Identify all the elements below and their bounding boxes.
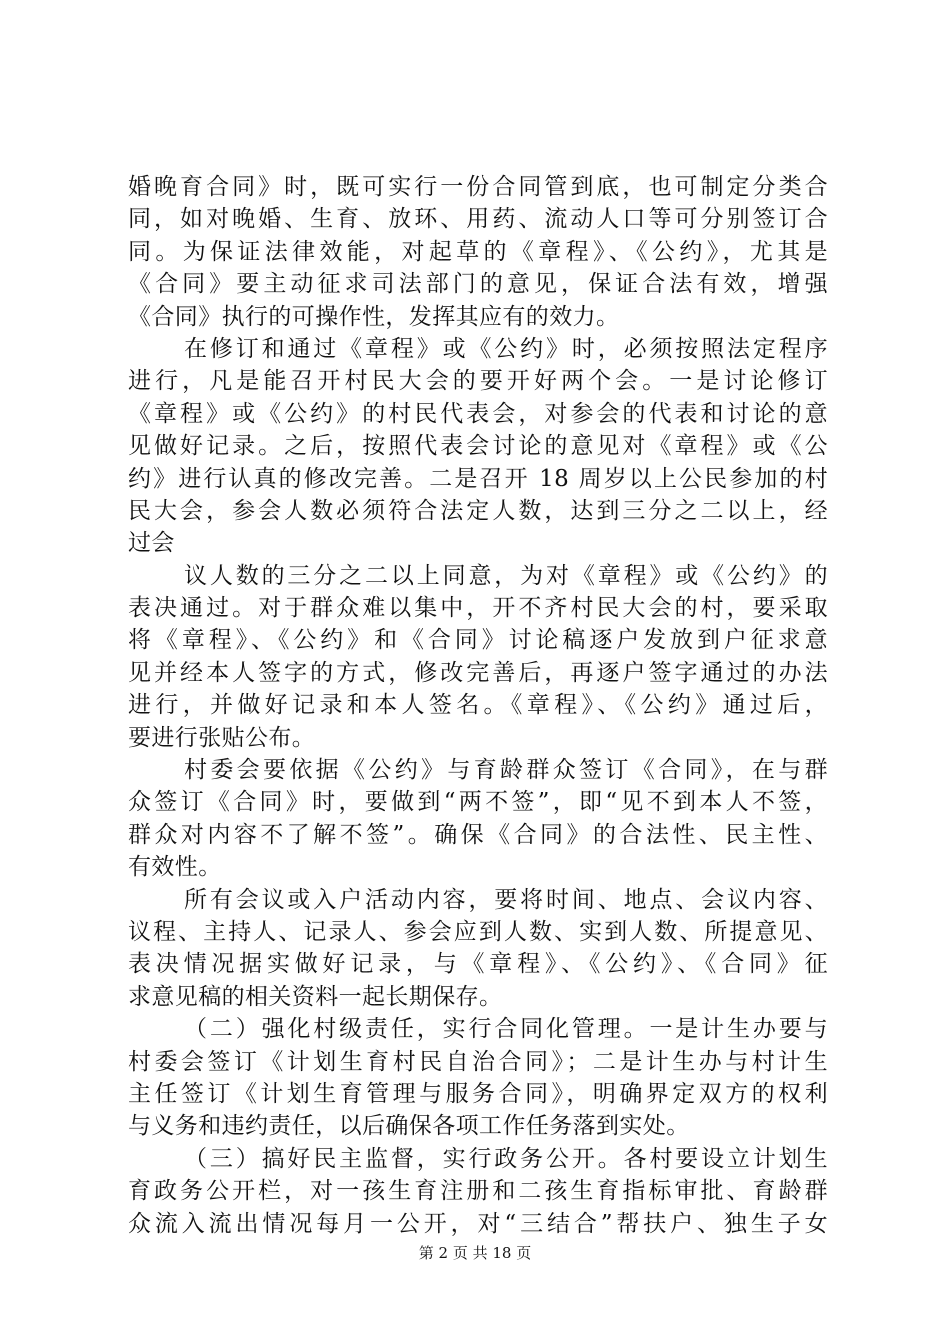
text-line: 过会 (128, 530, 175, 557)
text-line: 进行，凡是能召开村民大会的要开好两个会。一是讨论修订 (128, 368, 828, 395)
paragraph-7 (128, 1143, 828, 1240)
text-line: 要进行张贴公布。 (128, 724, 316, 751)
text-line: 表决通过。对于群众难以集中，开不齐村民大会的村，要采取 (128, 595, 828, 622)
paragraph-5 (128, 884, 828, 1014)
text-line: 同，如对晚婚、生育、放环、用药、流动人口等可分别签订合 (128, 206, 828, 233)
paragraph-1 (128, 171, 828, 333)
page-number: 第 2 页 共 18 页 (418, 1244, 532, 1262)
text-line: 所有会议或入户活动内容，要将时间、地点、会议内容、 (184, 886, 828, 913)
text-line: （二）强化村级责任，实行合同化管理。一是计生办要与 (184, 1016, 828, 1043)
text-line: 约》进行认真的修改完善。二是召开 18 周岁以上公民参加的村 (128, 465, 828, 492)
text-line: 《合同》要主动征求司法部门的意见，保证合法有效，增强 (128, 271, 828, 298)
text-line: 议程、主持人、记录人、参会应到人数、实到人数、所提意见、 (128, 918, 828, 945)
paragraph-6 (128, 1013, 828, 1143)
text-line: 见并经本人签字的方式，修改完善后，再逐户签字通过的办法 (128, 659, 828, 686)
text-line: 表决情况据实做好记录，与《章程》、《公约》、《合同》征 (128, 951, 828, 978)
paragraph-4 (128, 754, 828, 884)
text-line: 《章程》或《公约》的村民代表会，对参会的代表和讨论的意 (128, 400, 828, 427)
text-line: 众流入流出情况每月一公开，对“三结合”帮扶户、独生子女 (128, 1210, 828, 1237)
text-line: 村委会签订《计划生育村民自治合同》；二是计生办与村计生 (128, 1048, 828, 1075)
text-line: 村委会要依据《公约》与育龄群众签订《合同》，在与群 (184, 757, 828, 784)
page-footer (0, 1243, 950, 1263)
text-line: 众签订《合同》时，要做到“两不签”，即“见不到本人不签， (128, 789, 828, 816)
text-line: 婚晚育合同》时，既可实行一份合同管到底，也可制定分类合 (128, 174, 828, 200)
text-line: 《合同》执行的可操作性，发挥其应有的效力。 (128, 303, 620, 330)
text-line: 求意见稿的相关资料一起长期保存。 (128, 983, 503, 1010)
text-line: 与义务和违约责任，以后确保各项工作任务落到实处。 (128, 1113, 690, 1140)
text-line: 群众对内容不了解不签”。确保《合同》的合法性、民主性、 (128, 821, 828, 848)
text-line: 见做好记录。之后，按照代表会讨论的意见对《章程》或《公 (128, 433, 828, 460)
text-line: 在修订和通过《章程》或《公约》时，必须按照法定程序 (184, 335, 828, 362)
paragraph-2 (128, 333, 828, 560)
paragraph-3 (128, 560, 828, 754)
text-line: 育政务公开栏，对一孩生育注册和二孩生育指标审批、育龄群 (128, 1178, 828, 1205)
document-body (128, 171, 828, 1240)
text-line: 民大会，参会人数必须符合法定人数，达到三分之二以上，经 (128, 497, 828, 524)
text-line: 主任签订《计划生育管理与服务合同》，明确界定双方的权利 (128, 1080, 828, 1107)
text-line: （三）搞好民主监督，实行政务公开。各村要设立计划生 (184, 1145, 828, 1172)
text-line: 进行，并做好记录和本人签名。《章程》、《公约》通过后， (128, 692, 828, 719)
text-line: 将《章程》、《公约》和《合同》讨论稿逐户发放到户征求意 (128, 627, 828, 654)
text-line: 议人数的三分之二以上同意，为对《章程》或《公约》的 (184, 562, 828, 589)
text-line: 有效性。 (128, 854, 222, 881)
text-line: 同。为保证法律效能，对起草的《章程》、《公约》，尤其是 (128, 238, 828, 265)
